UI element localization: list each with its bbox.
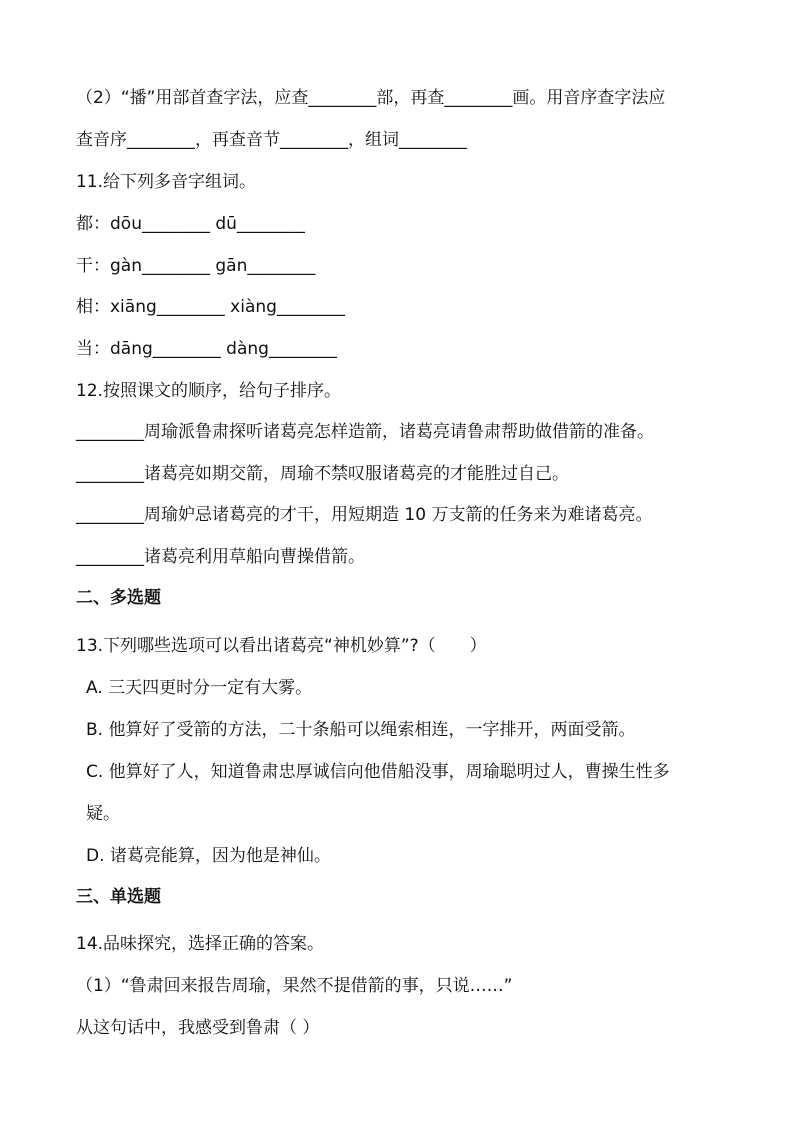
q11-row-dang: 当：dāng________ dàng________ [76, 339, 337, 359]
q11-row-gan: 干：gàn________ gān________ [76, 256, 316, 276]
q12-item-3: ________周瑜妒忌诸葛亮的才干，用短期造 10 万支箭的任务来为难诸葛亮。 [76, 505, 653, 525]
q14-sub1-prompt: 从这句话中，我感受到鲁肃（ ） [76, 1018, 320, 1038]
q13-option-c: C. 他算好了人，知道鲁肃忠厚诚信向他借船没事，周瑜聪明过人，曹操生性多 [86, 762, 670, 782]
q12-item-4: ________诸葛亮利用草船向曹操借箭。 [76, 547, 365, 567]
q12-item-1: ________周瑜派鲁肃探听诸葛亮怎样造箭，诸葛亮请鲁肃帮助做借箭的准备。 [76, 422, 654, 442]
q10-part2-line1: （2）“播”用部首查字法，应查________部，再查________画。用音序查字法应 [76, 88, 666, 108]
q12-title: 12.按照课文的顺序，给句子排序。 [76, 381, 342, 401]
q14-title: 14.品味探究，选择正确的答案。 [76, 934, 325, 954]
q12-item-2: ________诸葛亮如期交箭，周瑜不禁叹服诸葛亮的才能胜过自己。 [76, 464, 569, 484]
q14-sub1: （1）“鲁肃回来报告周瑜，果然不提借箭的事，只说……” [76, 976, 513, 996]
q13-question: 13.下列哪些选项可以看出诸葛亮“神机妙算”?（ ） [76, 636, 487, 656]
q11-row-xiang: 相：xiāng________ xiàng________ [76, 297, 345, 317]
q11-row-du: 都：dōu________ dū________ [76, 214, 305, 234]
q10-part2-line2: 查音序________，再查音节________，组词________ [76, 130, 467, 150]
q13-option-b: B. 他算好了受箭的方法，二十条船可以绳索相连，一字排开，两面受箭。 [86, 720, 636, 740]
section-2-title: 二、多选题 [76, 588, 161, 608]
q13-option-a: A. 三天四更时分一定有大雾。 [86, 678, 313, 698]
q11-title: 11.给下列多音字组词。 [76, 172, 257, 192]
section-3-title: 三、单选题 [76, 887, 161, 907]
q13-option-d: D. 诸葛亮能算，因为他是神仙。 [86, 846, 331, 866]
q13-option-c-cont: 疑。 [86, 804, 120, 824]
